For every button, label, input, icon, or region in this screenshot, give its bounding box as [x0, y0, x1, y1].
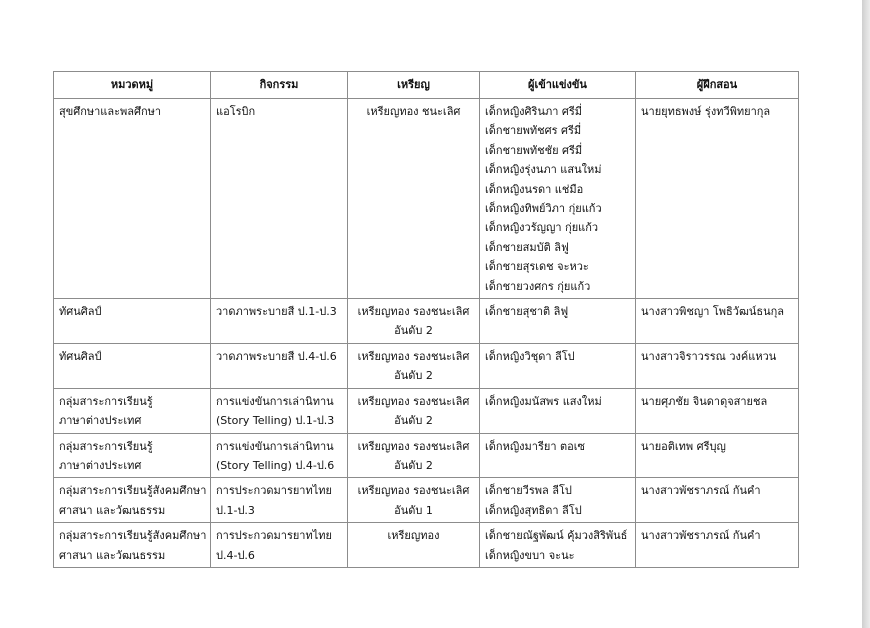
cell-category-line: ศาสนา และวัฒนธรรม: [59, 503, 166, 517]
cell-category-line: ทัศนศิลป์: [59, 305, 102, 319]
cell-competitors: [480, 523, 636, 568]
cell-activity: [211, 478, 348, 523]
cell-activity: [211, 343, 348, 388]
cell-category-line: สุขศึกษาและพลศึกษา: [59, 105, 162, 118]
cell-medal: [348, 478, 480, 523]
cell-competitors: [480, 388, 636, 433]
cell-competitors-line: เด็กหญิงขบา จะนะ: [485, 548, 575, 562]
cell-competitors: [480, 299, 636, 344]
cell-competitors-line: เด็กหญิงทิพย์วิภา กุ่ยแก้ว: [485, 202, 602, 216]
cell-category: [54, 388, 211, 433]
table-body: [54, 99, 799, 568]
header-medal: เหรียญ: [348, 72, 480, 99]
page-edge-shadow: [862, 0, 870, 628]
cell-activity: [211, 299, 348, 344]
cell-activity: [211, 99, 348, 299]
cell-competitors: [480, 478, 636, 523]
cell-medal-line: เหรียญทอง รองชนะเลิศ: [357, 394, 470, 408]
cell-trainer-line: นางสาวพิชญา โพธิวัฒน์ธนกุล: [641, 305, 785, 319]
cell-activity-line: ป.1-ป.3: [216, 503, 255, 517]
cell-medal-line: อันดับ 2: [394, 324, 433, 338]
cell-activity-line: การประกวดมารยาทไทย: [216, 529, 332, 543]
cell-medal-line: อันดับ 2: [394, 414, 433, 428]
cell-competitors-line: เด็กหญิงวิชุดา ลีโป: [485, 349, 575, 363]
cell-category: [54, 523, 211, 568]
cell-category: [54, 99, 211, 299]
cell-competitors-line: เด็กชายพทัชชัย ศรีมี่: [485, 143, 583, 157]
cell-competitors-line: เด็กชายพทัชศร ศรีมี่: [485, 124, 582, 138]
cell-medal-line: เหรียญทอง รองชนะเลิศ: [357, 349, 470, 363]
cell-category-line: ภาษาต่างประเทศ: [59, 414, 142, 428]
cell-category-line: กลุ่มสาระการเรียนรู้สังคมศึกษา: [59, 529, 207, 543]
cell-competitors-line: เด็กหญิงมนัสพร แสงใหม่: [485, 394, 602, 408]
cell-trainer-line: นายยุทธพงษ์ รุ่งทวีพิทยากุล: [641, 105, 771, 118]
cell-competitors: [480, 343, 636, 388]
cell-activity-line: วาดภาพระบายสี ป.1-ป.3: [216, 305, 337, 319]
cell-category: [54, 299, 211, 344]
cell-activity-line: (Story Telling) ป.4-ป.6: [216, 458, 335, 472]
cell-medal-line: เหรียญทอง ชนะเลิศ: [366, 105, 461, 118]
cell-competitors-line: เด็กชายสุชาติ ลิฟู: [485, 305, 569, 319]
cell-category-line: ภาษาต่างประเทศ: [59, 458, 142, 472]
cell-competitors-line: เด็กหญิงนรดา แช่มือ: [485, 182, 584, 196]
cell-trainer: [636, 433, 799, 478]
cell-competitors-line: เด็กชายวงศกร กุ่ยแก้ว: [485, 279, 591, 293]
cell-trainer-line: นายศุภชัย จินดาดุจสายชล: [641, 394, 768, 408]
cell-competitors-line: เด็กชายสุรเดช จะหวะ: [485, 260, 589, 274]
cell-competitors-line: เด็กหญิงมารียา ตอเซ: [485, 439, 585, 453]
cell-activity-line: วาดภาพระบายสี ป.4-ป.6: [216, 349, 337, 363]
cell-activity: [211, 388, 348, 433]
cell-medal-line: เหรียญทอง รองชนะเลิศ: [357, 439, 470, 453]
header-competitors: ผู้เข้าแข่งขัน: [480, 72, 636, 99]
cell-medal: [348, 523, 480, 568]
cell-competitors: [480, 433, 636, 478]
table-row: [54, 343, 799, 388]
cell-medal-line: เหรียญทอง รองชนะเลิศ: [357, 305, 470, 319]
table-row: [54, 99, 799, 299]
cell-competitors-line: เด็กชายวีรพล ลีโป: [485, 484, 572, 498]
table-row: [54, 523, 799, 568]
cell-activity-line: การประกวดมารยาทไทย: [216, 484, 332, 498]
cell-activity: [211, 433, 348, 478]
table-row: [54, 478, 799, 523]
cell-category: [54, 478, 211, 523]
cell-trainer: [636, 523, 799, 568]
cell-medal-line: อันดับ 2: [394, 458, 433, 472]
cell-medal: [348, 343, 480, 388]
cell-competitors-line: เด็กหญิงศิรินภา ศรีมี่: [485, 105, 583, 118]
cell-medal-line: อันดับ 1: [394, 503, 433, 517]
cell-category-line: กลุ่มสาระการเรียนรู้สังคมศึกษา: [59, 484, 207, 498]
cell-activity-line: ป.4-ป.6: [216, 548, 255, 562]
table-row: [54, 388, 799, 433]
cell-medal: [348, 388, 480, 433]
cell-trainer: [636, 343, 799, 388]
cell-medal: [348, 99, 480, 299]
cell-category-line: กลุ่มสาระการเรียนรู้: [59, 394, 153, 408]
cell-activity-line: การแข่งขันการเล่านิทาน: [216, 394, 334, 408]
cell-medal: [348, 299, 480, 344]
cell-category-line: กลุ่มสาระการเรียนรู้: [59, 439, 153, 453]
cell-competitors-line: เด็กหญิงวรัญญา กุ่ยแก้ว: [485, 221, 599, 235]
table-row: [54, 433, 799, 478]
cell-medal: [348, 433, 480, 478]
cell-trainer: [636, 99, 799, 299]
cell-medal-line: เหรียญทอง รองชนะเลิศ: [357, 484, 470, 498]
cell-activity-line: แอโรบิก: [216, 105, 256, 118]
cell-trainer: [636, 299, 799, 344]
awards-table: [53, 71, 799, 568]
cell-trainer-line: นางสาวพัชราภรณ์ กันคำ: [641, 529, 761, 543]
cell-competitors-line: เด็กหญิงรุ่งนภา แสนใหม่: [485, 163, 602, 177]
cell-medal-line: อันดับ 2: [394, 369, 433, 383]
cell-competitors-line: เด็กหญิงสุทธิดา ลีโป: [485, 503, 582, 517]
table-header-row: [54, 72, 799, 99]
cell-category: [54, 433, 211, 478]
cell-trainer-line: นายอติเทพ ศรีบุญ: [641, 439, 726, 453]
cell-category: [54, 343, 211, 388]
cell-category-line: ทัศนศิลป์: [59, 349, 102, 363]
cell-competitors-line: เด็กชายณัฐพัฒน์ คุ้มวงสิริพันธ์: [485, 529, 628, 543]
cell-trainer: [636, 388, 799, 433]
cell-trainer-line: นางสาวพัชราภรณ์ กันคำ: [641, 484, 761, 498]
cell-activity-line: (Story Telling) ป.1-ป.3: [216, 414, 335, 428]
header-activity: กิจกรรม: [211, 72, 348, 99]
cell-activity-line: การแข่งขันการเล่านิทาน: [216, 439, 334, 453]
cell-category-line: ศาสนา และวัฒนธรรม: [59, 548, 166, 562]
cell-competitors: [480, 99, 636, 299]
cell-trainer: [636, 478, 799, 523]
table-row: [54, 299, 799, 344]
cell-competitors-line: เด็กชายสมบัติ ลิฟู: [485, 240, 569, 254]
cell-trainer-line: นางสาวจิราวรรณ วงค์แหวน: [641, 349, 777, 363]
header-trainer: ผู้ฝึกสอน: [636, 72, 799, 99]
cell-activity: [211, 523, 348, 568]
cell-medal-line: เหรียญทอง: [387, 529, 440, 543]
header-category: หมวดหมู่: [54, 72, 211, 99]
